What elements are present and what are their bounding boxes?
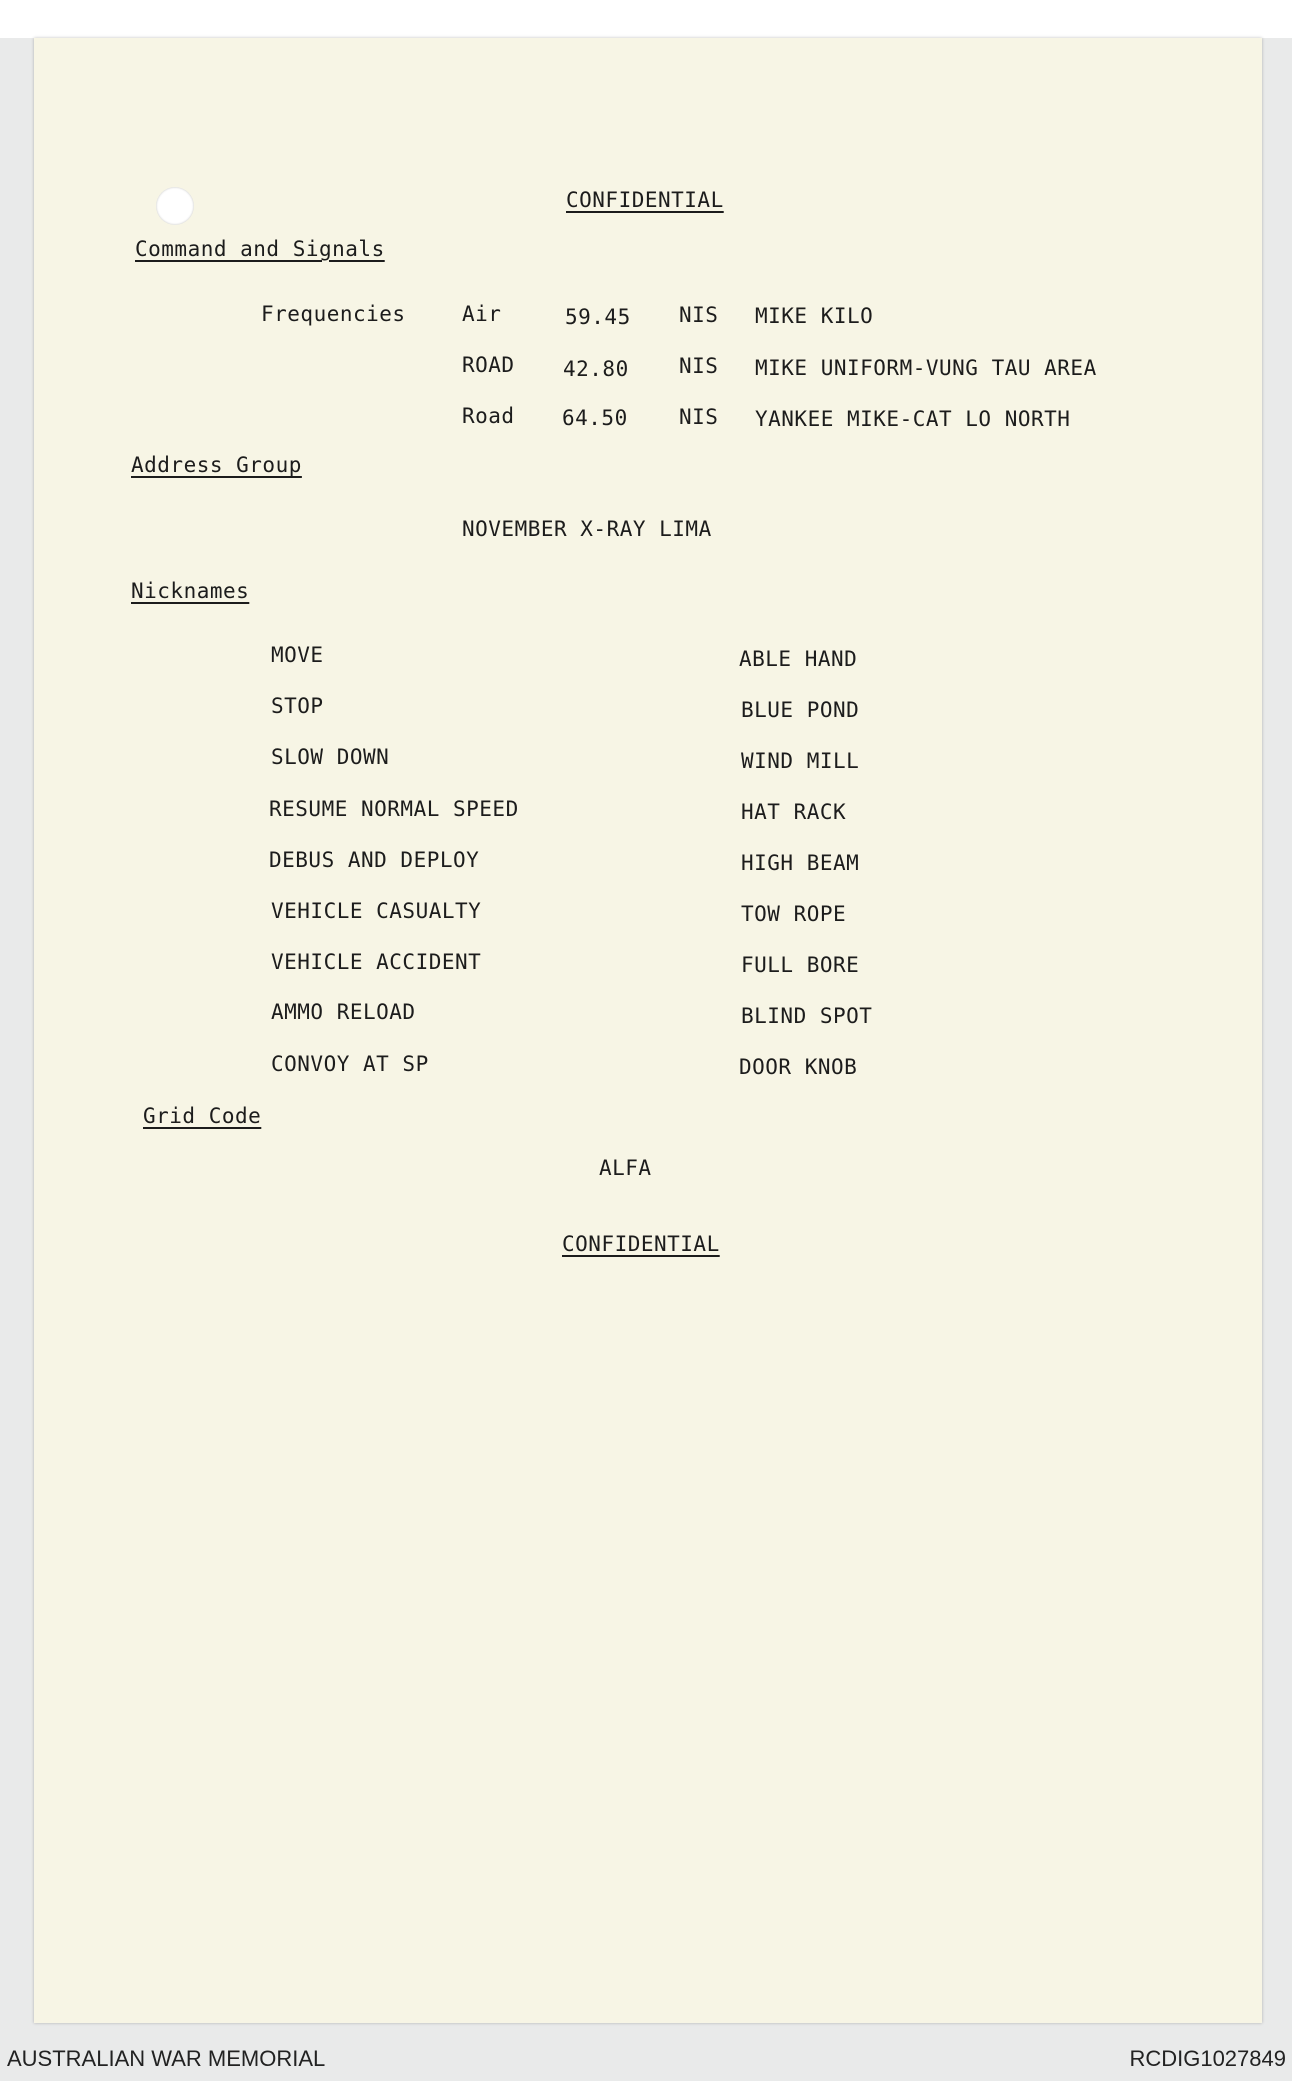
classification-header: CONFIDENTIAL xyxy=(566,188,724,212)
frequency-callsign: YANKEE MIKE-CAT LO NORTH xyxy=(755,407,1071,431)
address-group-heading: Address Group xyxy=(131,453,302,477)
frequency-callsign: MIKE UNIFORM-VUNG TAU AREA xyxy=(755,356,1097,380)
frequency-value: 42.80 xyxy=(563,357,629,381)
frequency-code: NIS xyxy=(679,303,719,327)
frequency-value: 64.50 xyxy=(562,406,628,430)
nicknames-heading: Nicknames xyxy=(131,579,250,603)
frequency-code: NIS xyxy=(679,354,719,378)
nickname-code: DOOR KNOB xyxy=(739,1055,858,1079)
frequency-type: Air xyxy=(462,302,502,326)
nickname-action: SLOW DOWN xyxy=(271,745,390,769)
nickname-action: AMMO RELOAD xyxy=(271,1000,416,1024)
nickname-code: BLIND SPOT xyxy=(741,1004,873,1028)
nickname-action: VEHICLE ACCIDENT xyxy=(271,950,482,974)
frequencies-label: Frequencies xyxy=(261,302,406,326)
nickname-code: FULL BORE xyxy=(741,953,860,977)
document-page xyxy=(34,38,1262,2023)
classification-footer: CONFIDENTIAL xyxy=(562,1232,720,1256)
frequency-value: 59.45 xyxy=(565,305,631,329)
nickname-action: CONVOY AT SP xyxy=(271,1052,429,1076)
frequency-type: ROAD xyxy=(462,353,515,377)
punch-hole xyxy=(156,187,194,225)
address-group-value: NOVEMBER X-RAY LIMA xyxy=(462,517,712,541)
command-signals-heading: Command and Signals xyxy=(135,237,385,261)
archive-caption-left: AUSTRALIAN WAR MEMORIAL xyxy=(7,2046,326,2071)
nickname-code: ABLE HAND xyxy=(739,647,858,671)
frequency-callsign: MIKE KILO xyxy=(755,304,874,328)
grid-code-value: ALFA xyxy=(599,1156,652,1180)
top-band xyxy=(0,0,1292,38)
nickname-action: VEHICLE CASUALTY xyxy=(271,899,482,923)
nickname-code: WIND MILL xyxy=(741,749,860,773)
nickname-action: RESUME NORMAL SPEED xyxy=(269,797,519,821)
nickname-code: TOW ROPE xyxy=(741,902,847,926)
nickname-action: STOP xyxy=(271,694,324,718)
nickname-code: HIGH BEAM xyxy=(741,851,860,875)
archive-caption-right: RCDIG1027849 xyxy=(1129,2046,1286,2071)
nickname-action: DEBUS AND DEPLOY xyxy=(269,848,480,872)
frequency-code: NIS xyxy=(679,405,719,429)
frequency-type: Road xyxy=(462,404,515,428)
nickname-code: BLUE POND xyxy=(741,698,860,722)
grid-code-heading: Grid Code xyxy=(143,1104,262,1128)
nickname-action: MOVE xyxy=(271,643,324,667)
nickname-code: HAT RACK xyxy=(741,800,847,824)
